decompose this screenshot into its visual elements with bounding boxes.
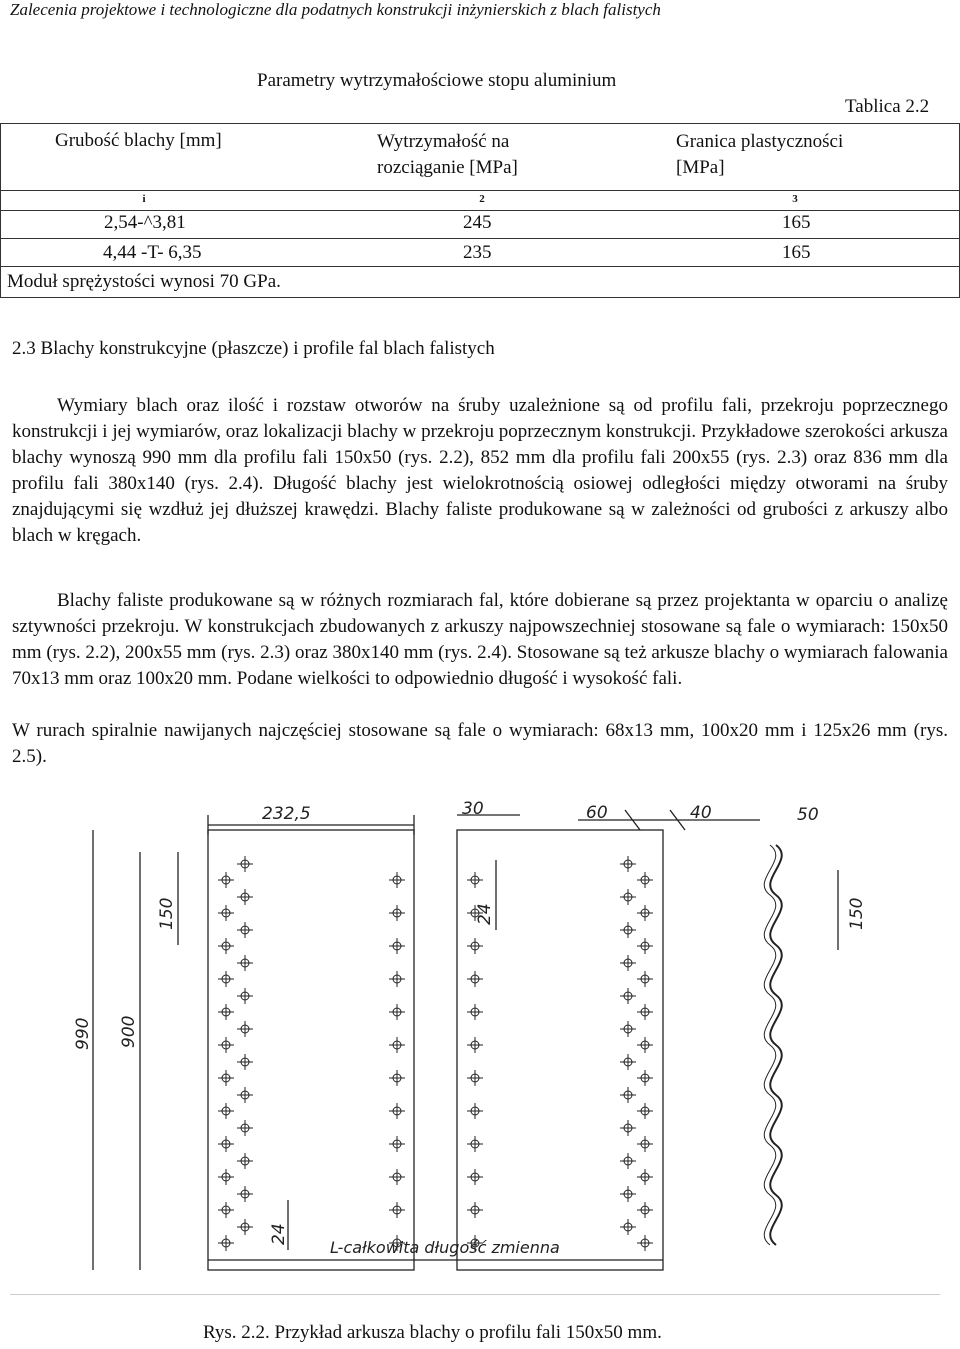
bolt-hole — [389, 938, 405, 954]
bolt-hole — [389, 905, 405, 921]
table-cell: 165 — [782, 212, 811, 233]
bolt-hole — [389, 1169, 405, 1185]
dim-side-150: 150 — [157, 897, 177, 930]
bolt-hole — [218, 905, 234, 921]
dim-top-60: 60 — [586, 803, 608, 823]
dim-top-30: 30 — [462, 799, 484, 819]
bolt-hole — [637, 1136, 653, 1152]
bolt-hole — [637, 872, 653, 888]
running-header: Zalecenia projektowe i technologiczne dla podatnych konstrukcji inżynierskich z blach falistych — [10, 0, 661, 19]
paragraph: Blachy faliste produkowane są w różnych rozmiarach fal, które dobierane są przez projektanta w oparciu o analizę sztywności przekroju. W konstrukcjach zbudowanych z arkuszy najpowszechniej stosowane są fale o wymiarach: 150x50 mm (rys. 2.2), 200x55 mm (rys. 2.3) oraz 380x140 mm (rys. 2.4). Stosowane są też arkusze blachy o wymiarach falowania 70x13 mm oraz 100x20 mm. Podane wielkości to odpowiednio długość i wysokość fali. — [12, 590, 948, 689]
bolt-hole — [237, 1087, 253, 1103]
bolt-hole — [237, 1021, 253, 1037]
bolt-hole — [218, 1037, 234, 1053]
bolt-hole — [637, 1070, 653, 1086]
dim-profile-150: 150 — [847, 897, 867, 930]
bolt-hole — [389, 1037, 405, 1053]
bolt-holes — [218, 856, 653, 1251]
bolt-hole — [620, 1054, 636, 1070]
bolt-hole — [237, 1054, 253, 1070]
table-header-tensile: Wytrzymałość na rozciąganie [MPa] — [377, 131, 518, 178]
bolt-hole — [637, 1004, 653, 1020]
table-col-number: i — [142, 193, 146, 205]
bolt-hole — [467, 1202, 483, 1218]
table-footnote: Moduł sprężystości wynosi 70 GPa. — [7, 271, 281, 292]
bolt-hole — [467, 1136, 483, 1152]
bolt-hole — [237, 1120, 253, 1136]
table-col-number: 3 — [792, 193, 798, 205]
bolt-hole — [637, 905, 653, 921]
bolt-hole — [218, 1004, 234, 1020]
bolt-hole — [620, 856, 636, 872]
section-heading: 2.3 Blachy konstrukcyjne (płaszcze) i profile fal blach falistych — [12, 338, 495, 359]
bolt-hole — [237, 889, 253, 905]
bolt-hole — [467, 938, 483, 954]
length-note: L-całkowita długość zmienna — [330, 1238, 560, 1257]
bolt-hole — [389, 1070, 405, 1086]
table-cell: 165 — [782, 242, 811, 263]
bolt-hole — [218, 1070, 234, 1086]
bolt-hole — [389, 1136, 405, 1152]
bolt-hole — [218, 971, 234, 987]
table-col-number: 2 — [479, 193, 485, 205]
bolt-hole — [620, 1219, 636, 1235]
bolt-hole — [637, 971, 653, 987]
dim-top-width: 232,5 — [262, 804, 311, 824]
dim-side-24-bottom: 24 — [269, 1223, 289, 1245]
bolt-hole — [389, 1202, 405, 1218]
bolt-hole — [637, 1103, 653, 1119]
dim-side-900: 900 — [119, 1015, 139, 1048]
bolt-hole — [637, 1202, 653, 1218]
bolt-hole — [637, 1169, 653, 1185]
dim-side-24-middle: 24 — [475, 903, 495, 925]
bolt-hole — [467, 971, 483, 987]
figure-divider — [10, 1294, 940, 1295]
table-header-yield: Granica plastyczności [MPa] — [676, 131, 844, 178]
bolt-hole — [467, 1070, 483, 1086]
bolt-hole — [637, 1037, 653, 1053]
bolt-hole — [218, 1235, 234, 1251]
bolt-hole — [467, 1169, 483, 1185]
bolt-hole — [620, 1153, 636, 1169]
table-cell: 2,54-^3,81 — [104, 212, 186, 233]
bolt-hole — [467, 1004, 483, 1020]
bolt-hole — [237, 988, 253, 1004]
bolt-hole — [467, 1103, 483, 1119]
table-cell: 235 — [463, 242, 492, 263]
bolt-hole — [389, 1103, 405, 1119]
bolt-hole — [620, 1120, 636, 1136]
bolt-hole — [389, 872, 405, 888]
bolt-hole — [620, 922, 636, 938]
dim-top-50: 50 — [797, 805, 819, 825]
bolt-hole — [637, 938, 653, 954]
table-title: Parametry wytrzymałościowe stopu aluminium — [257, 70, 617, 91]
bolt-hole — [467, 872, 483, 888]
bolt-hole — [620, 889, 636, 905]
paragraph: W rurach spiralnie nawijanych najczęściej stosowane są fale o wymiarach: 68x13 mm, 100x20 mm i 125x26 mm (rys. 2.5). — [12, 720, 948, 767]
bolt-hole — [218, 1169, 234, 1185]
table-cell: 245 — [463, 212, 492, 233]
bolt-hole — [218, 1136, 234, 1152]
bolt-hole — [237, 922, 253, 938]
table-header-thickness: Grubość blachy [mm] — [55, 130, 222, 151]
sheet-drawing — [0, 790, 960, 1320]
bolt-hole — [467, 1037, 483, 1053]
bolt-hole — [237, 1153, 253, 1169]
bolt-hole — [620, 1186, 636, 1202]
dim-side-990: 990 — [73, 1017, 93, 1050]
dim-top-40: 40 — [690, 803, 712, 823]
bolt-hole — [218, 872, 234, 888]
left-sheet-outline — [208, 830, 414, 1270]
bolt-hole — [620, 1087, 636, 1103]
bolt-hole — [237, 1186, 253, 1202]
bolt-hole — [389, 1004, 405, 1020]
bolt-hole — [218, 1202, 234, 1218]
table-number: Tablica 2.2 — [845, 96, 930, 117]
bolt-hole — [218, 1103, 234, 1119]
figure-caption: Rys. 2.2. Przykład arkusza blachy o profilu fali 150x50 mm. — [203, 1322, 662, 1343]
bolt-hole — [620, 1021, 636, 1037]
bolt-hole — [620, 955, 636, 971]
bolt-hole — [389, 971, 405, 987]
bolt-hole — [218, 938, 234, 954]
bolt-hole — [237, 1219, 253, 1235]
bolt-hole — [237, 856, 253, 872]
bolt-hole — [237, 955, 253, 971]
bolt-hole — [637, 1235, 653, 1251]
bolt-hole — [620, 988, 636, 1004]
paragraph: Wymiary blach oraz ilość i rozstaw otworów na śruby uzależnione są od profilu fali, przekroju poprzecznego konstrukcji i jej wymiarów, oraz lokalizacji blachy w przekroju poprzecznym konstrukcji. Przykładowe szerokości arkusza blachy wynoszą 990 mm dla profilu fali 150x50 (rys. 2.2), 852 mm dla profilu fali 200x55 (rys. 2.3) oraz 836 mm dla profilu fali 380x140 (rys. 2.4). Długość blachy jest wielokrotnością osiowej odległości między otworami na śruby znajdującymi się wzdłuż jej dłuższej krawędzi. Blachy faliste produkowane są w zależności od grubości z arkuszy albo blach w kręgach. — [12, 395, 948, 546]
table-cell: 4,44 -T- 6,35 — [103, 242, 202, 263]
